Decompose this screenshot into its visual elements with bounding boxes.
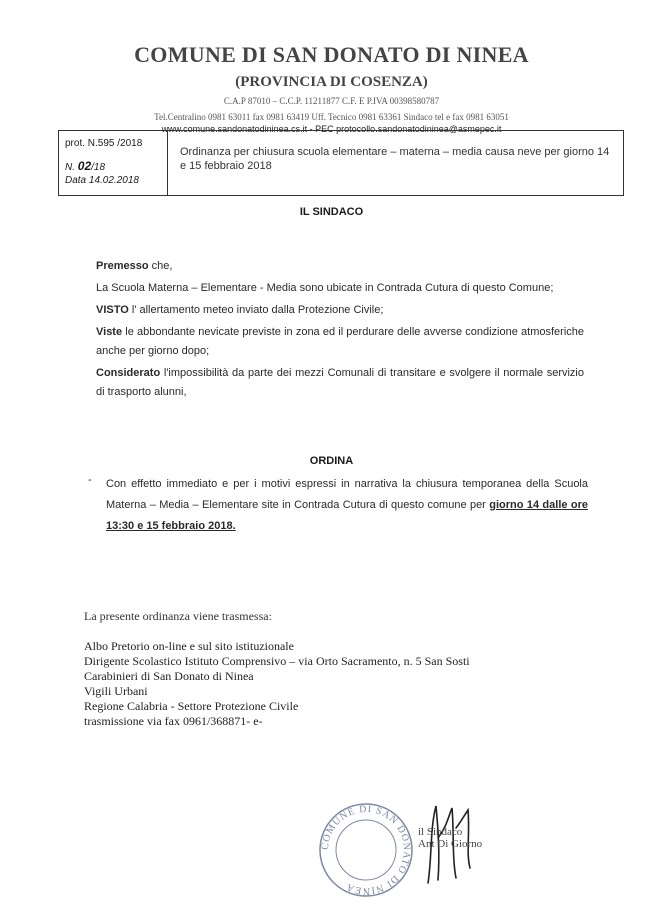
order-dates: giorno 14 dalle ore 13:30 e 15 febbraio 2018. <box>106 499 588 532</box>
sindaco-heading: IL SINDACO <box>299 206 364 218</box>
header-web-line: www.comune.sandonatodininea.cs.it - PEC protocollo.sandonatodininea@asmepec.it <box>161 124 502 134</box>
premises-section <box>96 257 584 405</box>
recipient-item: Dirigente Scolastico Istituto Comprensivo – via Orto Sacramento, n. 5 San Sosti <box>84 654 470 668</box>
header-fiscal-line: C.A.P 87010 – C.C.P. 11211877 C.F. E P.IVA 00398580787 <box>223 96 440 106</box>
official-stamp <box>316 800 416 905</box>
ordinance-number-value: 02 <box>77 159 92 173</box>
protocol-number: prot. N.595 /2018 <box>65 138 143 149</box>
header-phone-line: Tel.Centralino 0981 63011 fax 0981 63419 Uff. Tecnico 0981 63361 Sindaco tel e fax 0981 63051 <box>154 112 509 122</box>
premise-visto: VISTO l' allertamento meteo inviato dalla Protezione Civile; <box>96 304 384 316</box>
letterhead <box>0 42 663 135</box>
signatory <box>418 826 482 850</box>
transmission-note: La presente ordinanza viene trasmessa: <box>84 609 272 623</box>
ordina-heading: ORDINA <box>309 455 354 467</box>
premise-considerato: Considerato l'impossibilità da parte dei mezzi Comunali di transitare e svolgere il normale servizio di trasporto alunni, <box>96 367 584 398</box>
order-clause <box>88 474 588 537</box>
protocol-info <box>59 131 168 195</box>
svg-text:COMUNE DI SAN DONATO DI NINEA: COMUNE DI SAN DONATO DI NINEA <box>319 803 413 897</box>
premise-school-location: La Scuola Materna – Elementare - Media sono ubicate in Contrada Cutura di questo Comune; <box>96 282 554 294</box>
recipient-item: Albo Pretorio on-line e sul sito istituzionale <box>84 639 294 653</box>
protocol-box <box>58 130 624 196</box>
recipient-item: Regione Calabria - Settore Protezione Civile <box>84 699 299 713</box>
order-bullet: - <box>88 474 92 486</box>
premise-viste: Viste le abbondante nevicate previste in zona ed il perdurare delle avverse condizione atmosferiche anche per giorno dopo; <box>96 326 584 357</box>
signatory-title: il Sindaco <box>418 826 463 838</box>
order-text: Con effetto immediato e per i motivi espressi in narrativa la chiusura temporanea della Scuola Materna – Media – Elementare site in Contrada Cutura di questo comune per giorno 14 dalle ore 13:30 e 15 febbraio 2018. <box>106 478 588 532</box>
recipient-list <box>84 639 470 729</box>
ordinance-number: N. 02/18 <box>65 159 106 173</box>
ordinance-subject: Ordinanza per chiusura scuola elementare – materna – media causa neve per giorno 14 e 15 febbraio 2018 <box>180 146 610 172</box>
recipient-item: Vigili Urbani <box>84 684 148 698</box>
municipality-title: COMUNE DI SAN DONATO DI NINEA <box>134 42 529 67</box>
province-subtitle: (PROVINCIA DI COSENZA) <box>235 74 428 90</box>
ordinance-date: Data 14.02.2018 <box>65 175 139 186</box>
premise-intro: Premesso che, <box>96 260 173 272</box>
recipient-item: trasmissione via fax 0961/368871- e- <box>84 714 263 728</box>
signatory-name: Ant Di Giorno <box>418 838 483 850</box>
recipient-item: Carabinieri di San Donato di Ninea <box>84 669 254 683</box>
